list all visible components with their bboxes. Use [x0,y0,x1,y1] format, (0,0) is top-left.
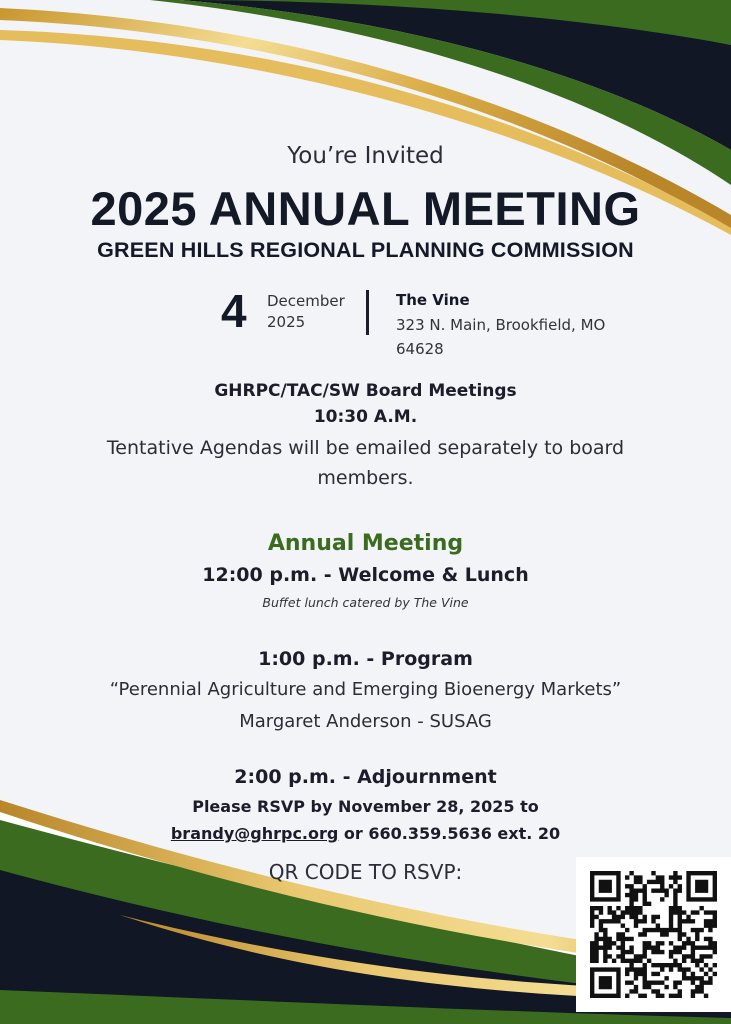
annual-meeting-heading: Annual Meeting [267,531,464,556]
rsvp-qr-code[interactable] [576,857,731,1012]
board-meetings-title: GHRPC/TAC/SW Board Meetings [214,381,517,401]
event-title: 2025 ANNUAL MEETING [90,182,641,235]
qr-modules [590,871,717,998]
venue-address: 323 N. Main, Brookfield, MO 64628 [396,316,606,358]
event-month: December [267,292,345,310]
board-meetings-time: 10:30 A.M. [313,407,418,427]
intro-text: You’re Invited [287,143,444,169]
venue-name: The Vine [396,291,470,309]
lunch-time: 12:00 p.m. - Welcome & Lunch [202,564,529,586]
rsvp-contact [0,824,731,843]
lunch-note: Buffet lunch catered by The Vine [262,595,469,610]
rsvp-phone: or 660.359.5636 ext. 20 [338,824,561,843]
organization-name: GREEN HILLS REGIONAL PLANNING COMMISSION [97,238,634,262]
adjournment-time: 2:00 p.m. - Adjournment [234,766,497,788]
program-time: 1:00 p.m. - Program [258,648,473,670]
board-meetings-note: Tentative Agendas will be emailed separately to board members. [106,437,625,489]
rsvp-email-link[interactable]: brandy@ghrpc.org [170,824,339,843]
rsvp-deadline: Please RSVP by November 28, 2025 to [192,797,539,816]
program-speaker: Margaret Anderson - SUSAG [239,711,492,732]
program-title: “Perennial Agriculture and Emerging Bioenergy Markets” [109,679,622,700]
event-year: 2025 [267,313,306,331]
event-day: 4 [221,285,247,337]
event-month-year [267,291,345,333]
qr-code-label: QR CODE TO RSVP: [268,860,463,884]
date-venue-divider [366,290,369,335]
qr-code-icon [590,871,717,998]
